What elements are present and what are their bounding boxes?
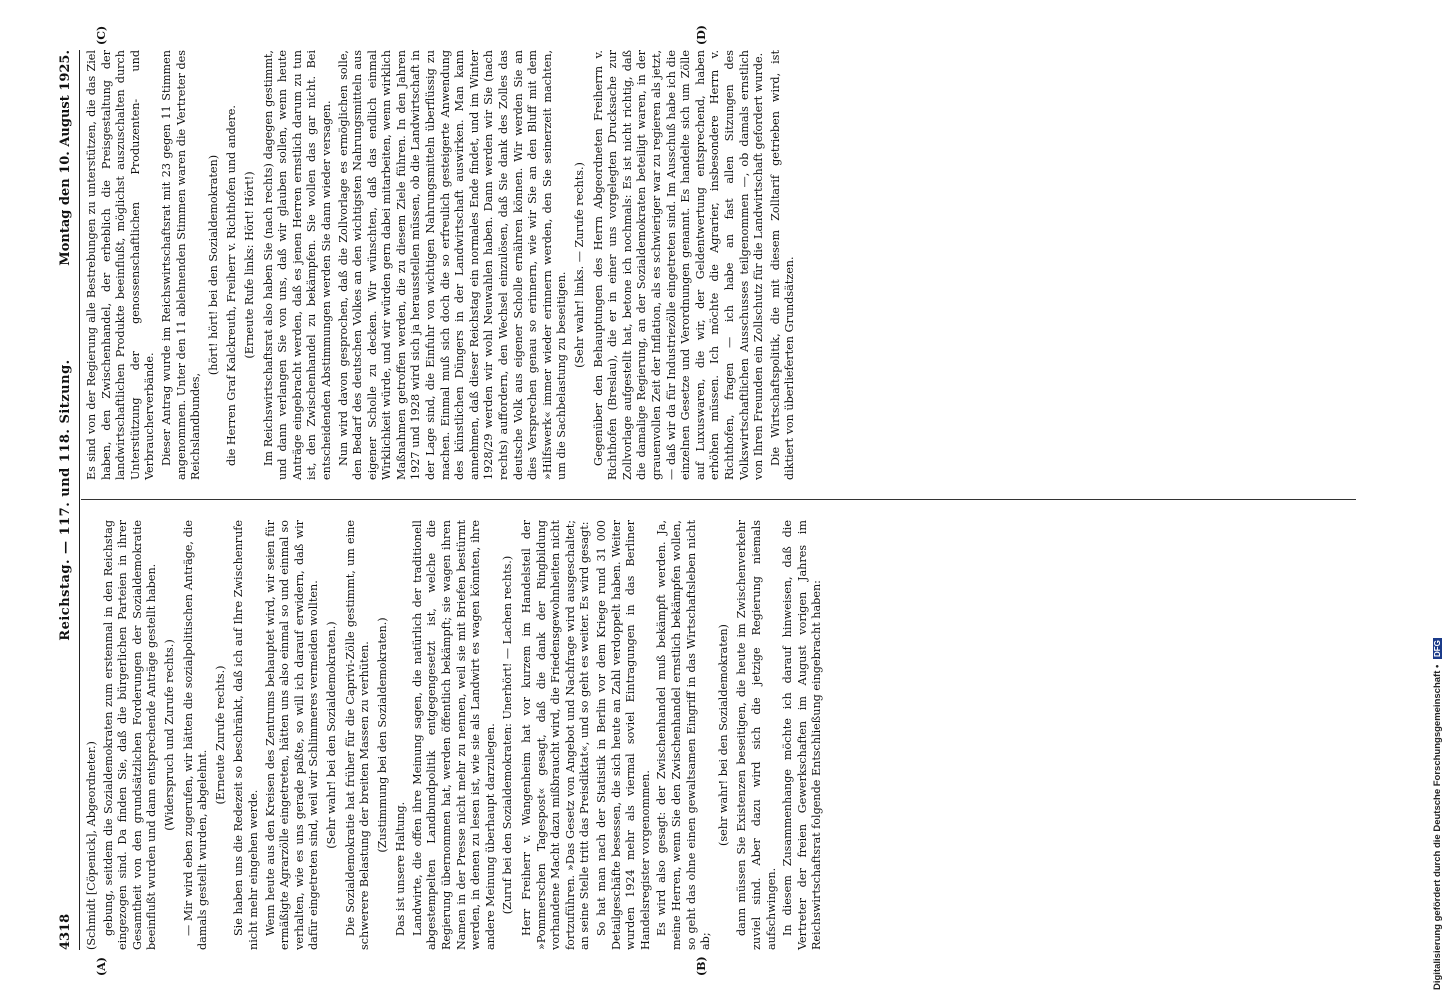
paragraph: Gegenüber den Behauptungen des Herrn Abgeordneten Freiherrn v. Richthofen (Breslau), die er in einer uns vorgelegten Drucksache zur Zollvorlage aufgestellt hat, betone ich nochmals: Es ist nicht richtig, daß die damalige Regierung, an der Sozialdemokraten beteiligt waren, in der grauenvollen Zeit der Inflation, als es schwieriger war zu regieren als jetzt, — daß wir da für Industriezölle eingetreten sind. Im Ausschuß habe ich die einzelnen Gesetze und Verordnungen genannt. Es handelte sich um Zölle auf Luxuswaren, die wir, der Geldentwertung entsprechend, haben erhöhen müssen. Ich möchte die Agrarier, insbesondere Herrn v. Richthofen, fragen — ich habe an fast allen Sitzungen des Volkswirtschaftlichen Ausschusses teilgenommen —, ob damals ernstlich von Ihren Freunden ein Zollschutz für die Landwirtschaft gefordert wurde. — [591, 50, 766, 480]
margin-marker-a: (A) — [95, 957, 108, 976]
paragraph: — Mir wird eben zugerufen, wir hätten die sozialpolitischen Anträge, die damals gestellt wurden, abgelehnt. — [181, 520, 210, 950]
paragraph: So hat man nach der Statistik in Berlin vor dem Kriege rund 31 000 Detailgeschäfte besessen, die sich heute an Zahl verdoppelt haben. Weiter wurden 1924 mehr als viermal soviel Eintragungen in das Berliner Handelsregister vorgenommen. — [595, 520, 652, 950]
margin-marker-d: (D) — [695, 25, 708, 45]
rotated-document — [55, 25, 1365, 976]
column-divider — [81, 499, 1356, 500]
margin-marker-b: (B) — [695, 956, 708, 976]
interjection: (Erneute Zurufe rechts.) — [213, 665, 227, 805]
paragraph: Dieser Antrag wurde im Reichswirtschaftsrat mit 23 gegen 11 Stimmen angenommen. Unter den 11 ablehnenden Stimmen waren die Vertreter des Reichslandbundes, — [159, 50, 203, 480]
interjection: (Widerspruch und Zurufe rechts.) — [162, 639, 176, 831]
left-column — [85, 520, 1355, 950]
paragraph: dann müssen Sie Existenzen beseitigen, die heute im Zwischenverkehr zuviel sind. Aber dazu wird sich die jetzige Regierung niemals aufschwingen. — [735, 520, 778, 950]
interjection: (Zuruf bei den Sozialdemokraten: Unerhört! — Lachen rechts.) — [501, 555, 515, 915]
paragraph: Nun wird davon gesprochen, daß die Zollvorlage es ermöglichen solle, den Bedarf des deutschen Volkes an den wichtigsten Nahrungsmitteln aus eigener Scholle zu decken. Wir wünschten, daß das endlich einmal Wirklichkeit würde, und wir würden gern dabei mitarbeiten, wenn wirklich Maßnahmen getroffen werden, die zu diesem Ziele führen. In den Jahren 1927 und 1928 wird sich ja herausstellen müssen, ob die Landwirtschaft in der Lage sind, die Einfuhr von wichtigen Nahrungsmitteln überflüssig zu machen. Einmal muß sich doch die so erfreulich gesteigerte Anwendung des künstlichen Düngers in der Landwirtschaft auswirken. Man kann annehmen, daß dieser Reichstag ein normales Ende findet, und im Winter 1928/29 werden wir wohl Neuwahlen haben. Dann werden wir Sie (nach rechts) auffordern, den Wechsel einzulösen, daß Sie dank des Zolles das deutsche Volk aus eigener Scholle ernähren können. Wir werden Sie an dies Versprechen genau so erinnern, wie wir Sie an den Bluff mit dem »Hilfswerk« immer wieder erinnern werden, den Sie seinerzeit machten, um die Sachbelastung zu beseitigen. — [336, 50, 569, 480]
interjection: (Zustimmung bei den Sozialdemokraten.) — [375, 617, 389, 853]
interjection: (Erneute Rufe links: Hört! Hört!) — [242, 171, 256, 359]
paragraph: Das ist unsere Haltung. — [394, 801, 408, 936]
paragraph: (Schmidt [Cöpenick], Abgeordneter.) — [85, 741, 98, 950]
paragraph: Es sind von der Regierung alle Bestrebungen zu unterstützen, die das Ziel haben, den Zwischenhandel, der erheblich die Preisgestaltung der landwirtschaftlichen Produkte beeinflußt, möglichst auszuschalten durch Unterstützung der genossenschaftlichen Produzenten- und Verbraucherverbände. — [85, 50, 157, 480]
dfg-logo: DFG — [1433, 640, 1442, 658]
interjection: (Sehr wahr! bei den Sozialdemokraten.) — [324, 621, 338, 849]
digitization-credit — [1432, 0, 1443, 990]
session-date: Montag den 10. August 1925. — [58, 50, 73, 266]
paragraph: In diesem Zusammenhange möchte ich darauf hinweisen, daß die Vertreter der freien Gewerkschaften im August vorigen Jahres im Reichswirtschaftsrat folgende Entschließung eingebracht haben: — [781, 520, 824, 950]
paragraph: Sie haben uns die Redezeit so beschränkt, daß ich auf Ihre Zwischenrufe nicht mehr eingehen werde. — [232, 520, 260, 950]
credit-text: Digitalisierung gefördert durch die Deutsche Forschungsgemeinschaft • — [1432, 664, 1443, 990]
paragraph: Wenn heute aus den Kreisen des Zentrums behauptet wird, wir seien für ermäßigte Agrarzölle eingetreten, hätten uns also einmal so und einmal so verhalten, wie es uns gerade paßte, so will ich darauf erwidern, daß wir dafür eingetreten sind, weil wir Schlimmeres vermeiden wollten. — [263, 520, 321, 950]
interjection: (sehr wahr! bei den Sozialdemokraten) — [716, 624, 730, 846]
header-rule — [79, 50, 80, 950]
paragraph: Landwirte, die offen ihre Meinung sagen, die natürlich der traditionell abgestempelten Landbundpolitik entgegengesetzt ist, welche die Regierung übernommen hat, werden öffentlich bekämpft; sie wagen ihren Namen in der Presse nicht mehr zu nennen, weil sie mit Briefen bestürmt werden, in denen zu lesen ist, wie sie als Landwirt es wagen könnten, ihre andere Meinung überhaupt darzulegen. — [410, 520, 497, 950]
margin-marker-c: (C) — [95, 25, 108, 45]
paragraph: die Herren Graf Kalckreuth, Freiherr v. Richthofen und andere. — [225, 105, 239, 466]
paragraph: Die Wirtschaftspolitik, die mit diesem Zolltarif getrieben wird, ist diktiert von überlieferten Grundsätzen. — [768, 50, 797, 480]
right-column — [85, 50, 1355, 480]
page-number: 4318 — [58, 913, 73, 950]
paragraph: Herr Freiherr v. Wangenheim hat vor kurzem im Handelsteil der »Pommerschen Tagespost« gesagt, daß die dank der Ringbildung vorhandene Macht dazu mißbraucht wird, die Friedensgewohnheiten nicht fortzuführen. »Das Gesetz von Angebot und Nachfrage wird ausgeschaltet; an seine Stelle tritt das Preisdiktat«, und so geht es weiter. Es wird gesagt: — [520, 520, 592, 950]
interjection: (Sehr wahr! links. — Zurufe rechts.) — [573, 162, 586, 368]
session-title: Reichstag. — 117. und 118. Sitzung. — [58, 359, 73, 641]
paragraph: Im Reichswirtschaftsrat also haben Sie (nach rechts) dagegen gestimmt, und dann verlangen Sie von uns, daß wir glauben sollen, wenn heute Anträge eingebracht werden, daß es jenen Herren ernstlich darum zu tun ist, den Zwischenhandel zu bekämpfen. Sie wollen das gar nicht. Bei entscheidenden Abstimmungen werden Sie dann wieder versagen. — [261, 50, 333, 480]
paragraph: gebung, seitdem die Sozialdemokraten zum erstenmal in den Reichstag eingezogen sind. Da finden Sie, daß die bürgerlichen Parteien in ihrer Gesamtheit von den grundsätzlichen Forderungen der Sozialdemokratie beeinflußt wurden und dann entsprechende Anträge gestellt haben. — [101, 520, 159, 950]
running-header — [55, 50, 77, 950]
paragraph: Die Sozialdemokratie hat früher für die Caprivi-Zölle gestimmt, um eine schwerere Belastung der breiten Massen zu verhüten. — [343, 520, 372, 950]
interjection: (hört! hört! bei den Sozialdemokraten) — [206, 154, 220, 376]
paragraph: Es wird also gesagt: der Zwischenhandel muß bekämpft werden. Ja, meine Herren, wenn Sie den Zwischenhandel ernstlich bekämpfen wollen, so geht das ohne einen gewaltsamen Eingriff in das Wirtschaftsleben nicht ab; — [655, 520, 713, 950]
